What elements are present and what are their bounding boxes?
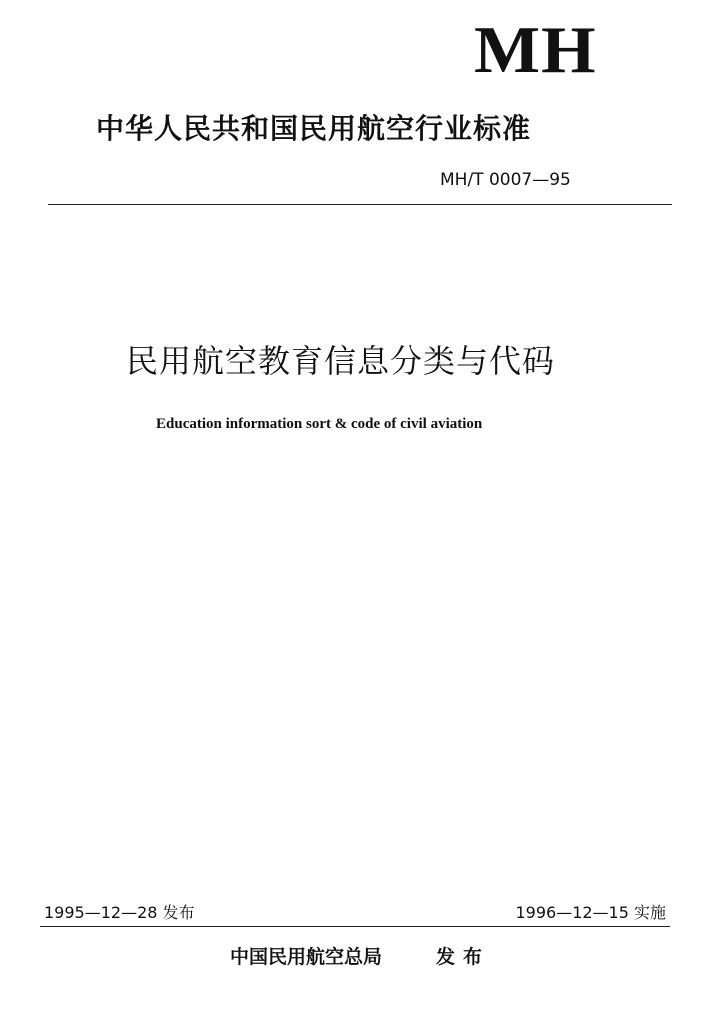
top-divider xyxy=(48,204,672,205)
document-title-english: Education information sort & code of civil aviation xyxy=(156,416,483,432)
bottom-divider xyxy=(40,926,670,927)
publisher-name: 中国民用航空总局 xyxy=(230,946,383,968)
issue-date: 1995—12—28 发布 xyxy=(44,903,195,922)
implementation-date: 1996—12—15 实施 xyxy=(515,903,666,922)
standard-code: MH/T 0007—95 xyxy=(440,170,571,190)
publish-label: 发布 xyxy=(436,946,491,968)
mh-logo: MH xyxy=(474,14,597,88)
document-title-chinese: 民用航空教育信息分类与代码 xyxy=(126,342,556,380)
organization-heading: 中华人民共和国民用航空行业标准 xyxy=(96,112,532,145)
